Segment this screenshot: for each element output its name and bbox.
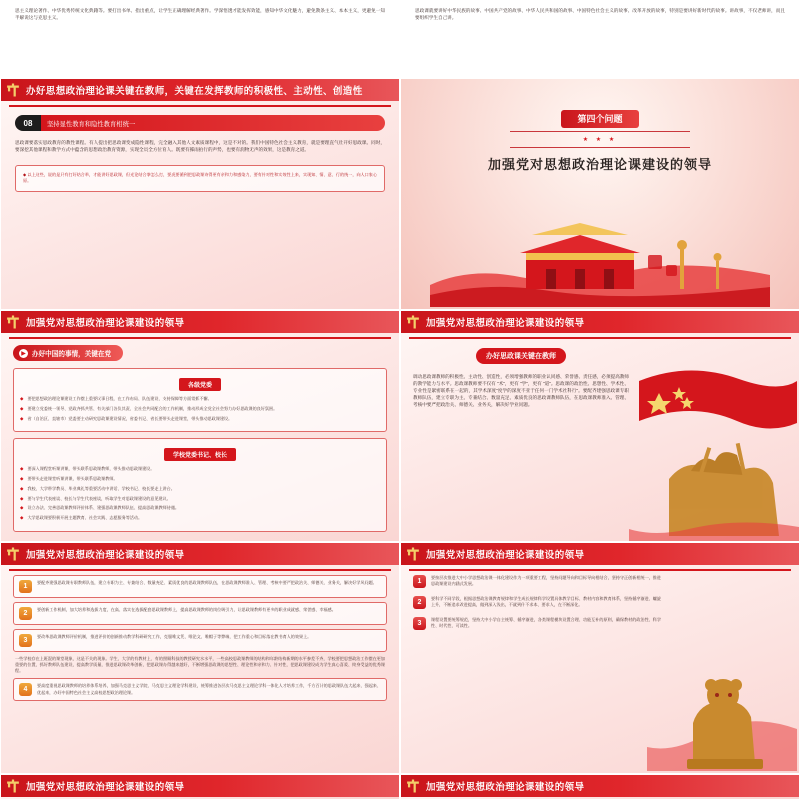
divider-top [510,131,690,132]
list-item [20,406,380,413]
section-number-bar [15,115,385,131]
item-number: 3 [413,617,426,630]
title-underline [9,105,391,107]
list-item-text: 我校、大学带学教员、毕业典礼等重要活动中讲话、学校书记、校长要走上讲台。 [27,485,175,491]
tiananmen-illustration-icon [430,215,770,307]
item-number: 4 [19,683,32,696]
chapter-tag: 第四个问题 [561,110,638,128]
party-emblem-icon [6,547,20,561]
footnote-text: 一些学校存在上班混的课堂现象，这是不关的现象。学生、大学的有教材上、有的照顾科技的教授研究水水平，一些高校思政课教师的结构和年龄结构新期的水平参差不齐，学校要把思想政治工作摆在更加重要的位置，抓好教师队伍建设，提高教学质量，推进思政课改革创新，把思政课办得越来越好，不断增强思政课的思想性、理论性和亲和力、针对性，把思政课建设成为学生真心喜爱、终身受益的优秀课程。 [15,656,385,674]
slide-title: 加强党对思想政治理论课建设的领导 [426,318,585,329]
list-item [20,486,380,493]
section-box-1 [13,368,387,432]
paragraph: 思主义理论著作、中华优秀传统文化典籍等。要打出书单、指出重点，让学生正确理解经典著作。学深悟透才能发挥效能，感知中华文化魅力，避免教条主义、本本主义，更避免一知半解说这与克思主义。 [15,8,385,21]
list-item [20,476,380,483]
party-emblem-icon [6,83,20,97]
slide-08[interactable] [0,78,400,310]
list-item-text: 要与学生代表座谈、校长与学生代表座谈，听取学生对思政课建设的意见建议。 [27,495,171,501]
list-item-text: 要带头走进课堂听课讲课，带头联系思政课教师。 [27,476,118,481]
slide-mid-left[interactable] [0,310,400,542]
item-number: 3 [19,634,32,647]
diamond-bullet-icon: ◆ [20,396,24,401]
section-body: 思政课要落实思政教育的教性课程。有人提出把思政课变成隐性课程，完全融入其他人文素质课程中，这是不对的。我们中国特色社会主义教育，就是要理直气壮开好思政课。同时，要深挖其他课程和教学方式中蕴含的思想政治教育资源，实现全员全方位育人。既要有掷雨拍行的声势，也要有润物无声的效果，这是教育之道。 [15,140,385,153]
numbered-item [13,678,387,701]
party-emblem-icon [406,547,420,561]
diamond-bullet-icon: ◆ [20,415,24,421]
slide-title: 加强党对思想政治理论课建设的领导 [26,318,185,329]
item-text: 要创新工作机制，加大培养和选拔力度，在高、落实在选拔配套思政课教师上，提高思政课教师的岗位吸引力，让思政课教师有更多的职业成就感、荣誉感、幸福感。 [37,607,336,612]
slide-title: 加强党对思想政治理论课建设的领导 [426,550,585,561]
divider-bottom [510,147,690,148]
chapter-title: 加强党对思想政治理论课建设的领导 [487,157,712,172]
numbered-item [13,602,387,625]
item-text: 要改革思政课教师评价机制，推进评价的创新推动教学科研研究工作，克服唯文凭、唯论文、唯帽子等弊端，把工作重心和目标落在教书育人的效果上。 [37,634,312,639]
party-emblem-icon [6,315,20,329]
slide-title-band [1,543,399,565]
arrow-right-icon: ▶ [19,349,28,358]
list-item-text: 省（自治区、直辖市）党委要主动研究思政课建设情况，省委书记、省长要带头走进课堂，带头推动思政课建设。 [27,415,233,421]
numbered-item [413,575,661,588]
flag-and-statue-illustration-icon [629,351,799,541]
list-item-text: 要把思想政治理论课建设工作摆上重要议事日程，在工作布局、队伍建设、支持保障等方面常抓不懈。 [27,396,212,401]
slide-title: 加强党对思想政治理论课建设的领导 [26,782,185,793]
item-text: 要配齐建强思政课专职教师队伍，建立专职为主、专兼结合、数量充足、素质优良的思政课教师队伍，在思政课教师准入、管理、考核中要严把政治关、师德关、业务关，解决好学风问题。 [37,580,377,585]
section-pill: 办好思政课关键在教师 [476,348,566,364]
list-item [20,416,380,423]
list-item-text: 要建立党委统一领导、党政齐抓共管、有关部门各负其责、全社会共同配合的工作机制，推动形成全党全社会努力办好思政课的良好氛围。 [27,405,278,411]
section-note: ◆ 以上这些，说的是只有打好结合举，才能讲好思政课，但光论结合拳怎么打，要虎要循到把思政课诗得更有亲和力和感染力，要有针对性和实效性上来，实现知、情、意、行的统一，向人口家心原。 [23,172,377,184]
item-number: 1 [19,580,32,593]
party-emblem-icon [406,779,420,793]
item-text: 课程设置要统筹规范，坚持大中小学自主统筹、循序渐进，各类课程模块设置合理、功能互补的原则，确保教材的政治性、科学性、时代性、可读性。 [431,617,661,629]
slide-top-left[interactable] [0,0,400,78]
list-item-text: 要深入课程堂听课讲课，带头联系思政课教师，带头推动思政课建设。 [27,466,155,472]
title-underline [9,337,391,339]
section-number: 08 [23,118,33,128]
section-bar-title: 坚持显性教育和隐性教育相统一 [47,120,136,128]
paragraph: 思政课就要讲好中华民族的故事、中国共产党的故事、中华人民共和国的故事、中国特色社会主义的故事、改革开放的故事，特别是要讲好新时代的故事。讲故事，不仅老师讲，而且要组织学生自己讲。 [415,8,785,21]
item-number: 2 [413,596,426,609]
slide-footer-left[interactable] [0,774,400,800]
diamond-bullet-icon: ◆ [20,466,24,472]
item-number: 1 [413,575,426,588]
lead-text: 办好中国的事情，关键在党 [32,351,112,358]
list-item [20,505,380,512]
item-text: 要高度重视思政课教师的培养体系培养，加强马克思主义学院、马克思主义理论学科建设，统筹推进各层次马克思主义理论学科一体化人才培养工作，千方百计的思政课队伍大起来、强起来、优起来，办好中国特色社会主义高校思想政治理论课。 [37,683,381,695]
item-number: 2 [19,607,32,620]
slide-chapter-cover[interactable] [400,78,800,310]
list-item [20,466,380,473]
numbered-item [13,575,387,598]
slide-title-band [401,311,799,333]
slide-bottom-left[interactable] [0,542,400,774]
section-heading-1: 各级党委 [179,378,221,391]
section-box-2 [13,438,387,532]
stone-lion-illustration-icon [647,651,797,771]
list-item [20,496,380,503]
section-body: 调动思政课教师的积极性、主动性、创造性，必须增强教师的职业认同感、荣誉感、责任感，必须提高教师的教学能力与水平。思政课教师要不仅有 "术"，更有 "学"，更有 "道"。思政课的政治性、思想性、学术性、专业性是紧密联系在一起的，其学术深度"度学的深度不亚于任何一门学术社科行"。要配齐建强思政课专职教师队伍，建立专职为主、专兼结合、数量充足、素质优良的思政课教师队伍，在思政课教师准入、管理、考核中要严把政治关、师德关、业务关，解决好学业问题。 [413,374,629,408]
diamond-bullet-icon: ◆ [20,505,24,511]
section-heading-2: 学校党委书记、校长 [164,448,236,461]
item-text: 要按层次推进大中小学思想政治课一体化建设作为一项重要工程，坚持问题导向和目标导向相结合，坚持守正创新相统一，推进思政课建设内涵式发展。 [431,575,661,587]
slide-title: 办好思想政治理论课关键在教师，关键在发挥教师的积极性、主动性、创造性 [26,86,363,97]
stars-decoration: ★ ★ ★ [582,137,618,143]
party-emblem-icon [406,315,420,329]
slide-title-band [401,543,799,565]
slide-title: 加强党对思想政治理论课建设的领导 [426,782,585,793]
section-note-box [15,165,385,191]
title-underline [9,569,391,571]
slide-title-band [1,79,399,101]
slide-title-band [1,775,399,797]
lead-pill [13,345,123,361]
diamond-bullet-icon: ◆ [20,495,24,501]
diamond-bullet-icon: ◆ [20,476,24,481]
item-text: 要科学不同学段，根据思想政治课教育规律和学生成长规律科学设置具体教学目标、教材内容和教育体系，坚持循序渐进、螺旋上升，不断追求改进提高，做到深入浅出，不就到什不求本、要求人，在不断深化。 [431,596,661,608]
numbered-item [413,596,661,609]
party-emblem-icon [6,779,20,793]
diamond-bullet-icon: ◆ [20,485,24,491]
slide-title-band [1,311,399,333]
slide-bottom-right[interactable] [400,542,800,774]
diamond-bullet-icon: ◆ [20,405,24,411]
numbered-item [413,617,661,630]
title-underline [409,569,791,571]
list-item [20,396,380,403]
title-underline [409,337,791,339]
slide-footer-right[interactable] [400,774,800,800]
slide-mid-right[interactable] [400,310,800,542]
slide-title-band [401,775,799,797]
list-item-text: 设立办法、完善思政课教师评价体系、建强思政课教师队伍、提高思政课教师待遇。 [27,505,179,511]
list-item [20,515,380,522]
numbered-item [13,629,387,652]
slide-background [1,79,399,309]
slide-top-right[interactable] [400,0,800,78]
diamond-bullet-icon: ◆ [20,515,24,520]
slide-title: 加强党对思想政治理论课建设的领导 [26,550,185,561]
list-item-text: 大学思政课要积极开展主题教育、社会实践、志愿服务等活动。 [27,515,143,520]
